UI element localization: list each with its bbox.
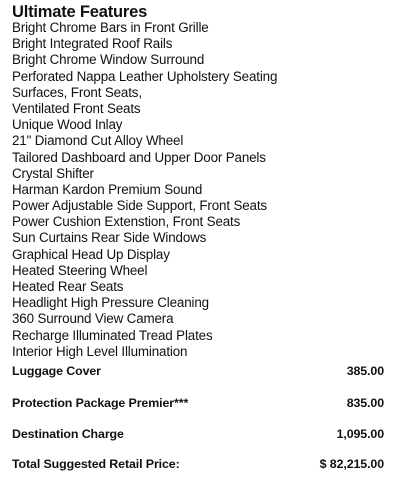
feature-item: Power Cushion Extenstion, Front Seats: [12, 214, 241, 230]
feature-item: Crystal Shifter: [12, 165, 94, 181]
feature-item: 21" Diamond Cut Alloy Wheel: [12, 133, 184, 149]
feature-item: Graphical Head Up Display: [12, 246, 170, 262]
features-list: [12, 20, 277, 360]
total-price-row: [12, 455, 384, 473]
protection-package-row: [12, 394, 384, 412]
total-price-label: Total Suggested Retail Price:: [12, 457, 180, 471]
feature-item: Tailored Dashboard and Upper Door Panels: [12, 149, 266, 165]
feature-item: Bright Chrome Bars in Front Grille: [12, 20, 209, 35]
luggage-cover-label: Luggage Cover: [12, 364, 101, 378]
luggage-cover-amount: 385.00: [346, 364, 384, 378]
feature-item: Recharge Illuminated Tread Plates: [12, 327, 213, 343]
feature-item: Perforated Nappa Leather Upholstery Seating: [12, 68, 278, 84]
feature-item: Unique Wood Inlay: [12, 117, 123, 133]
destination-charge-amount: 1,095.00: [336, 427, 384, 441]
destination-charge-row: [12, 425, 384, 443]
feature-item: Sun Curtains Rear Side Windows: [12, 230, 207, 246]
protection-package-label: Protection Package Premier***: [12, 396, 189, 410]
feature-item: Bright Chrome Window Surround: [12, 52, 205, 68]
destination-charge-label: Destination Charge: [12, 427, 124, 441]
feature-item: Heated Rear Seats: [12, 279, 124, 294]
total-price-amount: $ 82,215.00: [319, 457, 384, 471]
feature-item: Interior High Level Illumination: [12, 343, 188, 359]
feature-item: Surfaces, Front Seats,: [12, 84, 142, 100]
feature-item: Bright Integrated Roof Rails: [12, 36, 173, 52]
feature-item: Power Adjustable Side Support, Front Seats: [12, 198, 267, 214]
feature-item: Harman Kardon Premium Sound: [12, 181, 203, 197]
luggage-cover-row: [12, 362, 384, 380]
protection-package-amount: 835.00: [346, 396, 384, 410]
feature-item: 360 Surround View Camera: [12, 311, 174, 327]
feature-item: Heated Steering Wheel: [12, 262, 148, 278]
feature-item: Headlight High Pressure Cleaning: [12, 295, 209, 311]
feature-item: Ventilated Front Seats: [12, 100, 141, 116]
section-title: Ultimate Features: [12, 3, 148, 21]
